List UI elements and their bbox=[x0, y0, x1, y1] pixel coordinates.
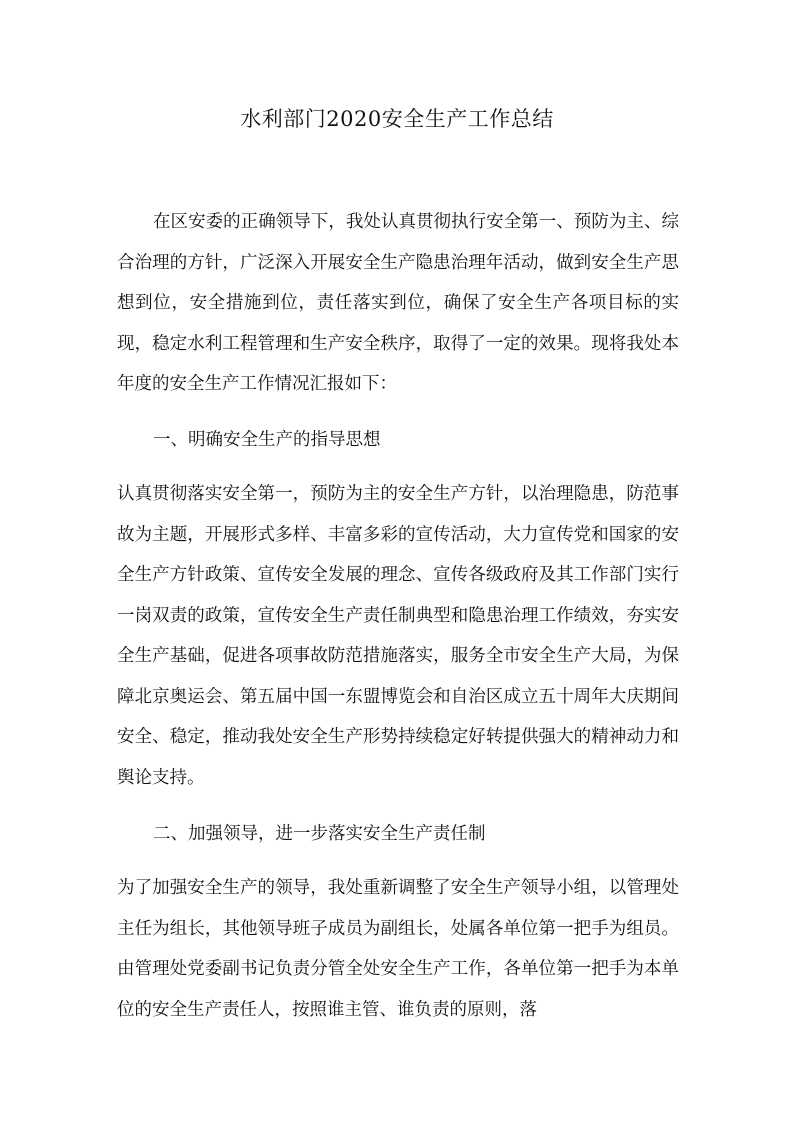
section-heading-1: 一、明确安全生产的指导思想 bbox=[153, 430, 381, 450]
paragraph-section-2: 为了加强安全生产的领导，我处重新调整了安全生产领导小组，以管理处主任为组长，其他领导班子成员为副组长，处属各单位第一把手为组员。由管理处党委副书记负责分管全处安全生产工作，各单位第一把手为本单位的安全生产责任人，按照谁主管、谁负责的原则，落 bbox=[117, 878, 679, 1020]
paragraph-section-1: 认真贯彻落实安全第一，预防为主的安全生产方针，以治理隐患，防范事故为主题，开展形式多样、丰富多彩的宣传活动，大力宣传党和国家的安全生产方针政策、宣传安全发展的理念、宣传各级政府及其工作部门实行一岗双责的政策，宣传安全生产责任制典型和隐患治理工作绩效，夯实安全生产基础，促进各项事故防范措施落实，服务全市安全生产大局，为保障北京奥运会、第五届中国一东盟博览会和自治区成立五十周年大庆期间安全、稳定，推动我处安全生产形势持续稳定好转提供强大的精神动力和舆论支持。 bbox=[117, 484, 679, 788]
section-heading-2: 二、加强领导，进一步落实安全生产责任制 bbox=[153, 824, 486, 844]
document-title: 水利部门2020安全生产工作总结 bbox=[240, 107, 554, 131]
paragraph-intro: 在区安委的正确领导下，我处认真贯彻执行安全第一、预防为主、综合治理的方针，广泛深入开展安全生产隐患治理年活动，做到安全生产思想到位，安全措施到位，责任落实到位，确保了安全生产各项目标的实现，稳定水利工程管理和生产安全秩序，取得了一定的效果。现将我处本年度的安全生产工作情况汇报如下： bbox=[117, 212, 679, 394]
